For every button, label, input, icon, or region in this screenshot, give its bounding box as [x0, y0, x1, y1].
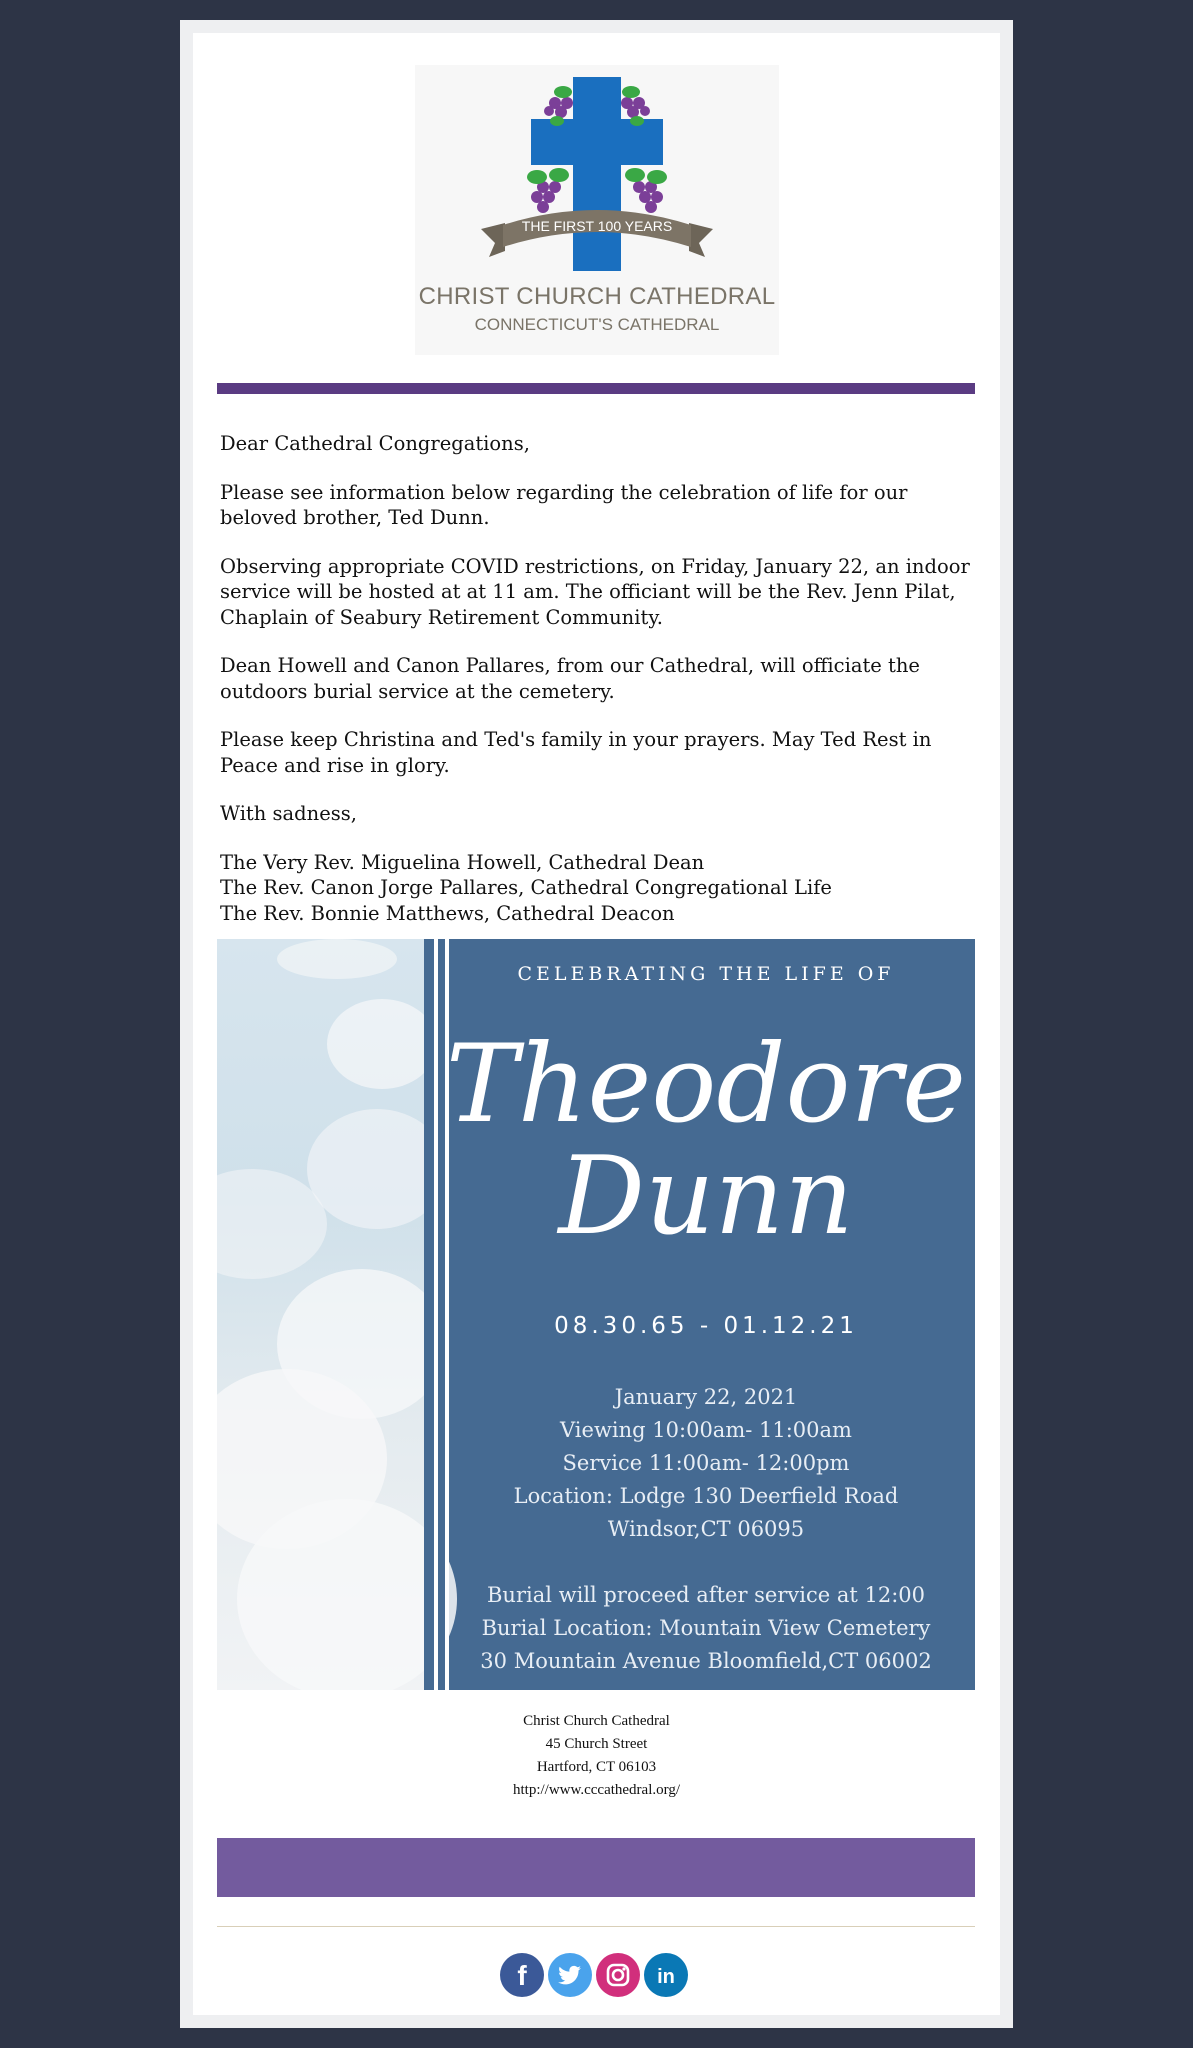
detail-line: 30 Mountain Avenue Bloomfield,CT 06002 — [480, 1649, 932, 1673]
detail-line: January 22, 2021 — [614, 1385, 798, 1409]
signature-line: The Rev. Canon Jorge Pallares, Cathedral Congregational Life — [220, 876, 832, 899]
svg-text:THE FIRST 100 YEARS: THE FIRST 100 YEARS — [521, 218, 673, 234]
letter-greeting: Dear Cathedral Congregations, — [220, 432, 530, 455]
twitter-icon[interactable] — [548, 1953, 592, 1997]
detail-line: Location: Lodge 130 Deerfield Road — [513, 1484, 899, 1508]
signature-line: The Rev. Bonnie Matthews, Cathedral Deacon — [220, 901, 675, 925]
email-frame — [180, 20, 1013, 2028]
detail-line: Burial Location: Mountain View Cemetery — [481, 1616, 931, 1640]
letter-paragraph: Dean Howell and Canon Pallares, from our Cathedral, will officiate the outdoors burial service at the cemetery. — [220, 654, 920, 703]
detail-line: Viewing 10:00am- 11:00am — [560, 1418, 852, 1442]
address-line: Hartford, CT 06103 — [536, 1759, 657, 1775]
svg-text:in: in — [657, 1966, 675, 1988]
website-link[interactable]: http://www.cccathedral.org/ — [512, 1782, 681, 1798]
address-line: Christ Church Cathedral — [523, 1713, 670, 1729]
memorial-last-name: Dunn — [558, 1134, 854, 1259]
detail-spacer — [437, 1546, 975, 1579]
cross-emblem-icon — [415, 65, 779, 295]
detail-line: Service 11:00am- 12:00pm — [562, 1451, 850, 1475]
memorial-details — [437, 1381, 975, 1678]
memorial-heading: CELEBRATING THE LIFE OF — [517, 963, 895, 985]
memorial-name — [437, 1022, 975, 1259]
letter-body — [220, 431, 980, 926]
memorial-banner — [217, 939, 975, 1690]
footer-band — [217, 1838, 975, 1897]
linkedin-icon[interactable] — [644, 1953, 688, 1997]
footer-address — [193, 1710, 1000, 1802]
instagram-icon[interactable] — [596, 1953, 640, 1997]
cathedral-logo — [415, 65, 779, 355]
detail-line: Windsor,CT 06095 — [607, 1517, 805, 1541]
facebook-icon[interactable] — [500, 1953, 544, 1997]
letter-paragraph: Observing appropriate COVID restrictions, on Friday, January 22, an indoor service will be hosted at at 11 am. The officiant will be the Rev. Jenn Pilat, Chaplain of Seabury Retirement Community. — [220, 554, 970, 629]
logo-subtitle: CONNECTICUT'S CATHEDRAL — [474, 315, 720, 334]
detail-line: Burial will proceed after service at 12:00 — [487, 1583, 925, 1607]
svg-text:f: f — [517, 1960, 527, 1991]
sky-image — [217, 939, 424, 1690]
memorial-first-name: Theodore — [445, 1022, 967, 1147]
letter-closing: With sadness, — [220, 802, 357, 825]
signature-line: The Very Rev. Miguelina Howell, Cathedral Dean — [220, 850, 705, 874]
letter-paragraph: Please see information below regarding the celebration of life for our beloved brother, Ted Dunn. — [220, 480, 908, 529]
address-line: 45 Church Street — [545, 1736, 648, 1752]
memorial-dates: 08.30.65 - 01.12.21 — [554, 1313, 858, 1339]
logo-title: CHRIST CHURCH CATHEDRAL — [418, 283, 776, 310]
footer-divider — [217, 1926, 975, 1927]
letter-paragraph: Please keep Christina and Ted's family in your prayers. May Ted Rest in Peace and rise in glory. — [220, 728, 932, 777]
email-body — [193, 33, 1000, 2015]
header-divider — [217, 383, 975, 394]
